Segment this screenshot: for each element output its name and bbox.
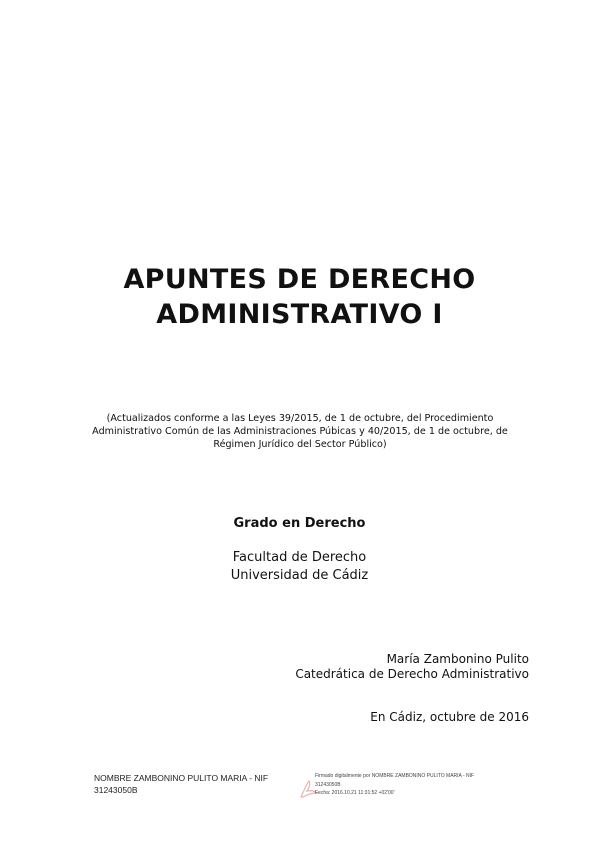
signature-signer bbox=[94, 772, 268, 796]
author-block bbox=[295, 652, 529, 682]
author-position: Catedrática de Derecho Administrativo bbox=[295, 667, 529, 681]
document-subtitle bbox=[70, 412, 530, 451]
author-name: María Zambonino Pulito bbox=[386, 652, 529, 666]
signature-details-line-3: Fecha: 2016.10.21 11:31:52 +02'00' bbox=[315, 790, 395, 796]
document-title bbox=[0, 262, 599, 332]
place-date: En Cádiz, octubre de 2016 bbox=[370, 710, 529, 724]
signature-signer-line-1: NOMBRE ZAMBONINO PULITO MARIA - NIF bbox=[94, 773, 269, 783]
signature-details-line-2: 31243050B bbox=[315, 781, 341, 788]
signature-details bbox=[315, 772, 515, 798]
subtitle-line-1: (Actualizados conforme a las Leyes 39/2015, de 1 de octubre, del Procedimiento bbox=[106, 413, 494, 424]
university-name: Universidad de Cádiz bbox=[230, 568, 369, 583]
subtitle-line-3: Régimen Jurídico del Sector Público) bbox=[213, 439, 387, 450]
degree-name: Grado en Derecho bbox=[233, 516, 366, 531]
subtitle-line-2: Administrativo Común de las Administraciones Púbicas y 40/2015, de 1 de octubre, de bbox=[92, 426, 508, 437]
signature-signer-line-2: 31243050B bbox=[94, 785, 138, 795]
signature-details-line-1: Firmado digitalmente por NOMBRE ZAMBONINO PULITO MARIA - NIF bbox=[315, 773, 475, 779]
faculty-name: Facultad de Derecho bbox=[232, 550, 367, 565]
title-line-1: APUNTES DE DERECHO bbox=[123, 264, 476, 295]
title-line-2: ADMINISTRATIVO I bbox=[156, 299, 443, 330]
faculty-block bbox=[0, 549, 599, 585]
